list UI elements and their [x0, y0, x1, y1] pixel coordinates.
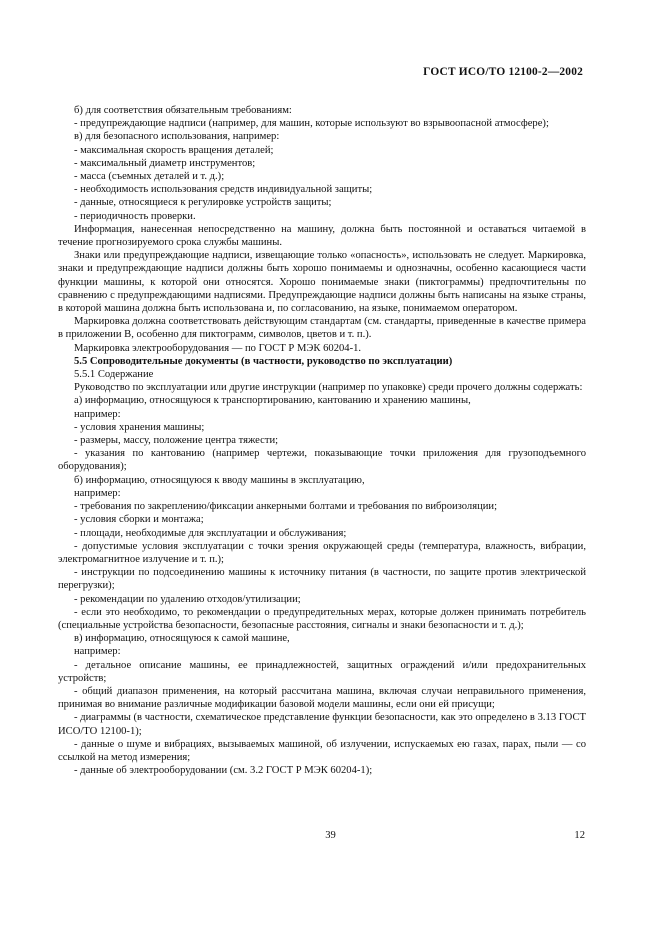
document-body — [58, 104, 586, 777]
paragraph: например: — [74, 487, 121, 499]
paragraph: - площади, необходимые для эксплуатации и обслуживания; — [74, 527, 347, 539]
paragraph: 5.5.1 Содержание — [74, 369, 154, 381]
page-number: 39 — [325, 830, 336, 841]
standard-header: ГОСТ ИСО/ТО 12100-2—2002 — [423, 66, 583, 78]
paragraph: - диаграммы (в частности, схематическое представление функции безопасности, как это определено в 3.13 ГОСТ ИСО/ТО 12100-1); — [58, 712, 586, 737]
paragraph: б) для соответствия обязательным требованиям: — [74, 105, 292, 116]
paragraph: - предупреждающие надписи (например, для машин, которые используют во взрывоопасной атмосфере); — [74, 118, 549, 130]
paragraph: Маркировка должна соответствовать действующим стандартам (см. стандарты, приведенные в качестве примера в приложении В, особенно для пиктограмм, символов, цветов и т. п.). — [58, 316, 586, 341]
paragraph: - максимальный диаметр инструментов; — [74, 157, 256, 169]
paragraph: Информация, нанесенная непосредственно на машину, должна быть постоянной и оставаться читаемой в течение прогнозируемого срока службы машины. — [58, 223, 586, 249]
paragraph: - требования по закреплению/фиксации анкерными болтами и требования по виброизоляции; — [74, 501, 498, 513]
section-heading: 5.5 Сопроводительные документы (в частности, руководство по эксплуатации) — [74, 355, 453, 367]
paragraph: - указания по кантованию (например чертежи, показывающие точки приложения для грузоподъемного оборудования); — [58, 448, 586, 473]
paragraph: в) для безопасного использования, например: — [74, 131, 280, 143]
paragraph: Маркировка электрооборудования — по ГОСТ Р МЭК 60204-1. — [74, 342, 362, 354]
paragraph: - необходимость использования средств индивидуальной защиты; — [74, 184, 373, 196]
paragraph: - данные об электрооборудовании (см. 3.2 ГОСТ Р МЭК 60204-1); — [74, 765, 373, 777]
paragraph: Знаки или предупреждающие надписи, извещающие только «опасность», использовать не следует. Маркировка, знаки и предупреждающие надписи должны быть хорошо понимаемы и однозначны, особенно касающиеся части функции машины, к которой они относятся. Хорошо понимаемые знаки (пиктограммы) предпочтительны по сравнению с предупреждающими надписями. Предупреждающие надписи должны быть написаны на языке страны, в которой машина должна быть использована и, по согласованию, на языке, понимаемом оператором. — [58, 250, 586, 315]
paragraph: в) информацию, относящуюся к самой машине, — [74, 633, 290, 645]
paragraph: например: — [74, 646, 121, 658]
paragraph: б) информацию, относящуюся к вводу машины в эксплуатацию, — [74, 474, 365, 486]
paragraph: а) информацию, относящуюся к транспортированию, кантованию и хранению машины, — [74, 395, 471, 407]
paragraph: - условия сборки и монтажа; — [74, 514, 204, 526]
paragraph: - периодичность проверки. — [74, 210, 196, 222]
paragraph: - размеры, массу, положение центра тяжести; — [74, 435, 279, 447]
paragraph: - если это необходимо, то рекомендации о предупредительных мерах, которые должен принимать потребитель (специальные устройства безопасности, безопасные расстояния, сигналы и знаки безопасности и т. д.); — [58, 606, 586, 631]
paragraph: - общий диапазон применения, на который рассчитана машина, включая случаи неправильного применения, принимая во внимание различные модификации базовой модели машины, если они ей присущи; — [58, 685, 586, 711]
paragraph: - допустимые условия эксплуатации с точки зрения окружающей среды (температура, влажность, вибрации, электромагнитное излучение и т. п.); — [58, 540, 586, 565]
sheet-number: 12 — [574, 830, 585, 841]
paragraph: - условия хранения машины; — [74, 421, 205, 433]
paragraph: - инструкции по подсоединению машины к источнику питания (в частности, по защите против электрической перегрузки); — [58, 567, 586, 592]
paragraph: - данные о шуме и вибрациях, вызываемых машиной, об излучении, испускаемых ею газах, парах, пыли — со ссылкой на метод измерения; — [58, 738, 586, 763]
paragraph: Руководство по эксплуатации или другие инструкции (например по упаковке) среди прочего должны содержать: — [74, 382, 583, 394]
paragraph: - максимальная скорость вращения деталей; — [74, 144, 274, 156]
paragraph: - рекомендации по удалению отходов/утилизации; — [74, 593, 301, 605]
paragraph: - масса (съемных деталей и т. д.); — [74, 171, 225, 183]
paragraph: например: — [74, 408, 121, 420]
paragraph: - детальное описание машины, ее принадлежностей, защитных ограждений и/или предохранительных устройств; — [58, 659, 586, 684]
paragraph: - данные, относящиеся к регулировке устройств защиты; — [74, 197, 332, 209]
